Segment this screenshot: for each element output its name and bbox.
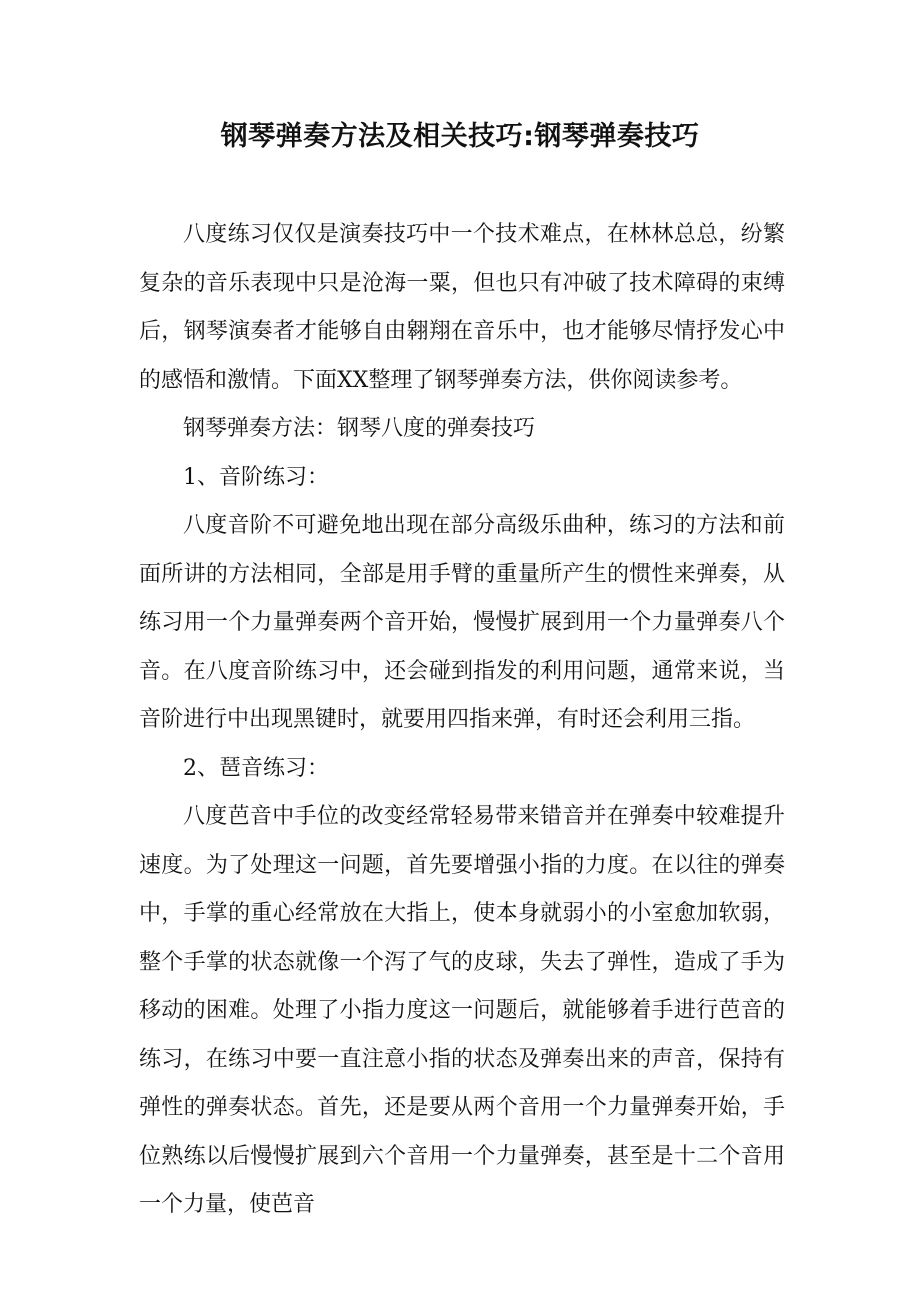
intro-paragraph: 八度练习仅仅是演奏技巧中一个技术难点，在林林总总，纷繁复杂的音乐表现中只是沧海一粟，但也只有冲破了技术障碍的束缚后，钢琴演奏者才能够自由翱翔在音乐中，也才能够尽情抒发心中的感悟和激情。下面XX整理了钢琴弹奏方法，供你阅读参考。 (139, 222, 785, 393)
subsection-heading-arpeggio: 2、琶音练习： (183, 755, 329, 781)
document-body (139, 211, 785, 1230)
scale-practice-paragraph: 八度音阶不可避免地出现在部分高级乐曲种，练习的方法和前面所讲的方法相同，全部是用手臂的重量所产生的惯性来弹奏，从练习用一个力量弹奏两个音开始，慢慢扩展到用一个力量弹奏八个音。在八度音阶练习中，还会碰到指发的利用问题，通常来说，当音阶进行中出现黑键时，就要用四指来弹，有时还会利用三指。 (139, 513, 785, 732)
section-heading: 钢琴弹奏方法：钢琴八度的弹奏技巧 (183, 416, 536, 441)
arpeggio-practice-paragraph: 八度芭音中手位的改变经常轻易带来错音并在弹奏中较难提升速度。为了处理这一问题，首先要增强小指的力度。在以往的弹奏中，手掌的重心经常放在大指上，使本身就弱小的小室愈加软弱，整个手掌的状态就像一个泻了气的皮球，失去了弹性，造成了手为移动的困难。处理了小指力度这一问题后，就能够着手进行芭音的练习，在练习中要一直注意小指的状态及弹奏出来的声音，保持有弹性的弹奏状态。首先，还是要从两个音用一个力量弹奏开始，手位熟练以后慢慢扩展到六个音用一个力量弹奏，甚至是十二个音用一个力量，使芭音 (139, 804, 785, 1217)
page-title: 钢琴弹奏方法及相关技巧:钢琴弹奏技巧 (220, 121, 700, 152)
subsection-heading-scale: 1、音阶练习： (183, 464, 329, 490)
